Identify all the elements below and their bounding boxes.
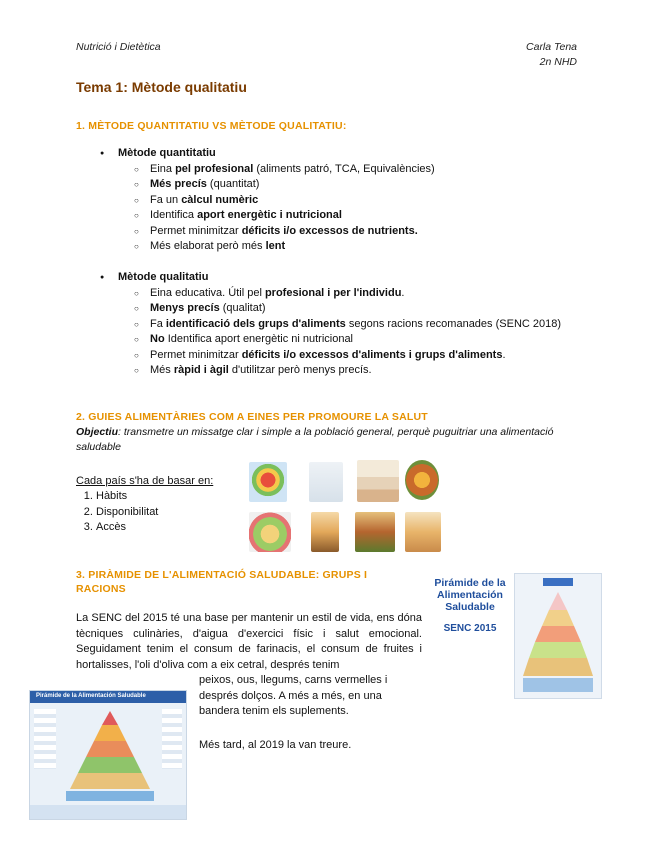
pyramid-2019-graphic — [60, 707, 160, 803]
quantitative-list — [118, 146, 588, 255]
pyramid-2019-title: Pirámide de la Alimentación Saludable — [36, 693, 146, 699]
qualitative-item-bold: Menys precís — [150, 302, 220, 314]
guide-pyramid-image — [357, 460, 399, 502]
objective-paragraph — [76, 425, 576, 455]
quantitative-item — [150, 208, 588, 224]
basis-label: Cada país s'ha de basar en: — [76, 475, 214, 487]
qualitative-item — [150, 348, 588, 364]
quantitative-item-text: Fa un — [150, 193, 182, 206]
quantitative-item — [150, 193, 588, 209]
quantitative-item-bold: pel profesional — [175, 162, 254, 175]
section-3-heading: 3. PIRÀMIDE DE L'ALIMENTACIÓ SALUDABLE: GRUPS I — [76, 569, 368, 581]
guide-plate-image — [249, 462, 287, 502]
qualitative-item-bold: profesional i per l'individu — [264, 286, 402, 299]
quantitative-item — [150, 224, 588, 240]
qualitative-item-text: Més — [150, 364, 174, 376]
quantitative-method — [118, 146, 588, 255]
quantitative-label: Mètode quantitatiu — [118, 147, 216, 159]
pyramid-paragraph-cont: peixos, ous, llegums, carns vermelles i després dolços. A més a més, en una bandera tenim els suplements. — [199, 674, 388, 717]
objective-label: Objectiu — [76, 426, 119, 438]
quantitative-item — [150, 177, 588, 193]
qualitative-item-bold: No — [150, 333, 165, 345]
pyramid-paragraph-last: Més tard, al 2019 la van treure. — [199, 739, 352, 751]
header-subject: Nutrició i Dietètica — [76, 41, 161, 53]
objective-text: : transmetre un missatge clar i simple a la població general, perquè puguitriar una alimentació saludable — [76, 426, 554, 453]
qualitative-item-text: . — [401, 286, 405, 299]
qualitative-item — [150, 301, 588, 317]
quantitative-item-bold: Més precís — [150, 178, 207, 190]
qualitative-item-text: Permet minimitzar — [150, 348, 242, 361]
qualitative-item-text: segons racions recomanades (SENC 2018) — [345, 317, 562, 330]
quantitative-item — [150, 239, 588, 255]
basis-item: 1. Hàbits — [96, 489, 158, 505]
section-1-heading: 1. MÈTODE QUANTITATIU VS MÈTODE QUALITATIU: — [76, 120, 347, 132]
qualitative-item-bold: déficits i/o excessos d'aliments i grups d'aliments — [241, 348, 503, 361]
qualitative-item — [150, 317, 588, 333]
header-author: Carla Tena — [526, 41, 577, 53]
quantitative-item-text: Permet minimitzar — [150, 224, 242, 237]
qualitative-item — [150, 286, 588, 302]
header-course: 2n NHD — [539, 56, 577, 68]
qualitative-method — [118, 270, 588, 379]
section-2-heading: 2. GUIES ALIMENTÀRIES COM A EINES PER PROMOURE LA SALUT — [76, 411, 428, 423]
qualitative-item-bold: identificació dels grups d'aliments — [165, 317, 346, 330]
quantitative-item-text: Més elaborat però més — [150, 240, 266, 252]
qualitative-item-text: (qualitat) — [219, 302, 266, 314]
pyramid-paragraph: La SENC del 2015 té una base per mantenir un estil de vida, ens dóna tècniques culinàries, d'aigua d'exercici físic i salut emocional. Seguidament tenim el consum de farinacis, el consum de fruites i hortalisses, l'oli d'oliva com a eix cetral, després tenim — [76, 612, 422, 671]
pyramid-2019-footer — [30, 805, 186, 819]
quantitative-item-bold: aport energètic i nutricional — [197, 209, 342, 221]
qualitative-item-text: Fa — [150, 317, 166, 330]
guide-pagoda-image — [405, 512, 441, 552]
pyramid-2019-sidebar-right — [162, 709, 182, 769]
quantitative-item-text: (quantitat) — [206, 178, 260, 190]
basis-list — [76, 489, 158, 536]
qualitative-item-bold: ràpid i àgil — [173, 364, 229, 376]
guide-chart-image — [309, 462, 343, 502]
food-guides-collage — [245, 460, 445, 560]
qualitative-item — [150, 332, 588, 348]
quantitative-item-bold: lent — [265, 240, 286, 252]
quantitative-item-bold: càlcul numèric — [181, 193, 259, 206]
qualitative-list — [118, 270, 588, 379]
guide-wheel-image — [249, 512, 291, 552]
poster-year: SENC 2015 — [443, 623, 497, 634]
poster-pyramid-panel — [514, 573, 602, 699]
basis-item: 2. Disponibilitat — [96, 505, 158, 521]
poster-title: Pirámide de la Alimentación Saludable — [434, 577, 506, 613]
supplements-flag — [543, 578, 573, 586]
page-title: Tema 1: Mètode qualitatiu — [76, 79, 247, 95]
qualitative-item-text: . — [502, 348, 506, 361]
qualitative-label: Mètode qualitatiu — [118, 271, 209, 283]
guide-basket-image — [355, 512, 395, 552]
quantitative-item-text: Eina — [150, 162, 176, 175]
pyramid-graphic — [519, 588, 597, 694]
quantitative-item-bold: déficits i/o excessos de nutrients. — [241, 224, 418, 237]
qualitative-item-text: d'utilitzar però menys precís. — [228, 364, 372, 376]
qualitative-item-text: Eina educativa. Útil pel — [150, 286, 265, 299]
basis-item: 3. Accès — [96, 520, 158, 536]
section-3-heading-cont: RACIONS — [76, 583, 126, 595]
quantitative-item — [150, 162, 588, 178]
guide-circle-image — [405, 460, 439, 500]
quantitative-item-text: (aliments patró, TCA, Equivalències) — [253, 162, 435, 175]
pyramid-2019-sidebar — [34, 709, 56, 769]
guide-bag-image — [311, 512, 339, 552]
qualitative-item-text: Identifica aport energètic ni nutricional — [164, 333, 354, 345]
qualitative-item — [150, 363, 588, 379]
pyramid-2019-image — [29, 690, 187, 820]
quantitative-item-text: Identifica — [150, 209, 198, 221]
senc-2015-poster — [428, 573, 600, 697]
